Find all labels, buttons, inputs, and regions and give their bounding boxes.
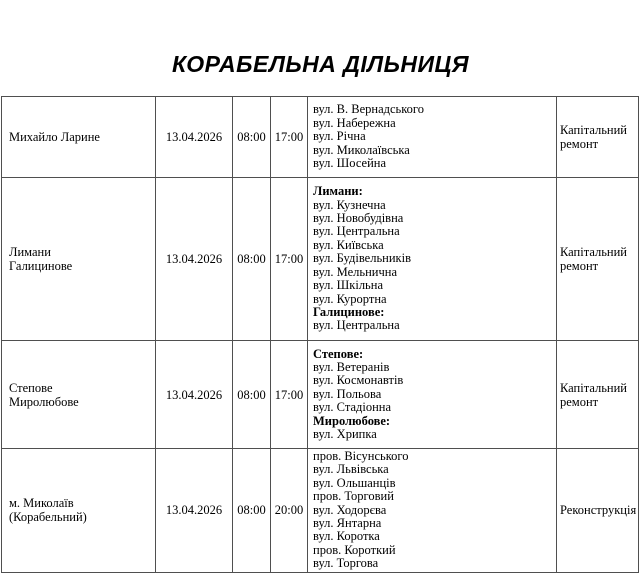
- date-cell: 13.04.2026: [156, 449, 233, 573]
- list-line: вул. Львівська: [313, 462, 389, 477]
- list-line: Степове: [9, 380, 53, 395]
- start-time-cell: 08:00: [233, 449, 271, 573]
- list-line: Степове:: [313, 346, 364, 361]
- streets-cell: [308, 97, 557, 178]
- list-line: пров. Короткий: [313, 542, 396, 557]
- list-line: Миролюбове:: [313, 413, 391, 428]
- list-line: вул. Космонавтів: [313, 373, 404, 388]
- list-line: вул. В. Вернадського: [313, 102, 424, 117]
- start-time-cell: 08:00: [233, 178, 271, 341]
- outage-schedule-table: [1, 96, 639, 573]
- list-line: вул. Стадіонна: [313, 400, 392, 415]
- list-line: вул. Набережна: [313, 115, 396, 130]
- date-cell: 13.04.2026: [156, 97, 233, 178]
- location-cell: [2, 178, 156, 341]
- list-line: вул. Курортна: [313, 291, 387, 306]
- list-line: вул. Ходорєва: [313, 502, 387, 517]
- end-time-cell: 17:00: [271, 341, 308, 449]
- list-line: Михайло Ларине: [9, 130, 100, 144]
- list-line: Галицинове: [9, 259, 73, 273]
- list-line: м. Миколаїв (Корабельний): [9, 496, 87, 525]
- end-time-cell: 17:00: [271, 97, 308, 178]
- work-type-cell: Капітальний ремонт: [557, 341, 639, 449]
- list-line: Лимани:: [313, 184, 363, 199]
- list-line: вул. Шкільна: [313, 278, 383, 293]
- list-line: вул. Центральна: [313, 318, 400, 333]
- location-cell: [2, 449, 156, 573]
- location-cell: [2, 97, 156, 178]
- list-line: вул. Миколаївська: [313, 142, 410, 157]
- list-line: вул. Янтарна: [313, 516, 382, 531]
- streets-cell: [308, 449, 557, 573]
- list-line: Лимани: [9, 245, 51, 259]
- start-time-cell: 08:00: [233, 341, 271, 449]
- list-line: вул. Новобудівна: [313, 211, 404, 226]
- work-type-cell: Капітальний ремонт: [557, 178, 639, 341]
- date-cell: 13.04.2026: [156, 341, 233, 449]
- list-line: вул. Хрипка: [313, 427, 377, 442]
- start-time-cell: 08:00: [233, 97, 271, 178]
- end-time-cell: 20:00: [271, 449, 308, 573]
- list-line: вул. Торгова: [313, 556, 379, 571]
- list-line: вул. Коротка: [313, 529, 380, 544]
- list-line: пров. Вісунського: [313, 449, 409, 463]
- list-line: вул. Мельнична: [313, 264, 398, 279]
- end-time-cell: 17:00: [271, 178, 308, 341]
- list-line: вул. Річна: [313, 129, 366, 144]
- work-type-cell: Капітальний ремонт: [557, 97, 639, 178]
- table-row: [2, 178, 639, 341]
- streets-cell: [308, 341, 557, 449]
- table-row: [2, 97, 639, 178]
- list-line: Галицинове:: [313, 304, 385, 319]
- list-line: вул. Ольшанців: [313, 475, 396, 490]
- list-line: вул. Кузнечна: [313, 197, 386, 212]
- list-line: вул. Польова: [313, 386, 382, 401]
- table-row: [2, 341, 639, 449]
- list-line: вул. Будівельників: [313, 251, 411, 266]
- list-line: Миролюбове: [9, 394, 79, 409]
- list-line: вул. Центральна: [313, 224, 400, 239]
- work-type-cell: Реконструкція: [557, 449, 639, 573]
- list-line: пров. Торговий: [313, 489, 394, 504]
- date-cell: 13.04.2026: [156, 178, 233, 341]
- list-line: вул. Шосейна: [313, 156, 387, 171]
- table-row: [2, 449, 639, 573]
- list-line: вул. Ветеранів: [313, 359, 390, 374]
- page-title: КОРАБЕЛЬНА ДІЛЬНИЦЯ: [171, 51, 470, 77]
- list-line: вул. Київська: [313, 237, 384, 252]
- streets-cell: [308, 178, 557, 341]
- location-cell: [2, 341, 156, 449]
